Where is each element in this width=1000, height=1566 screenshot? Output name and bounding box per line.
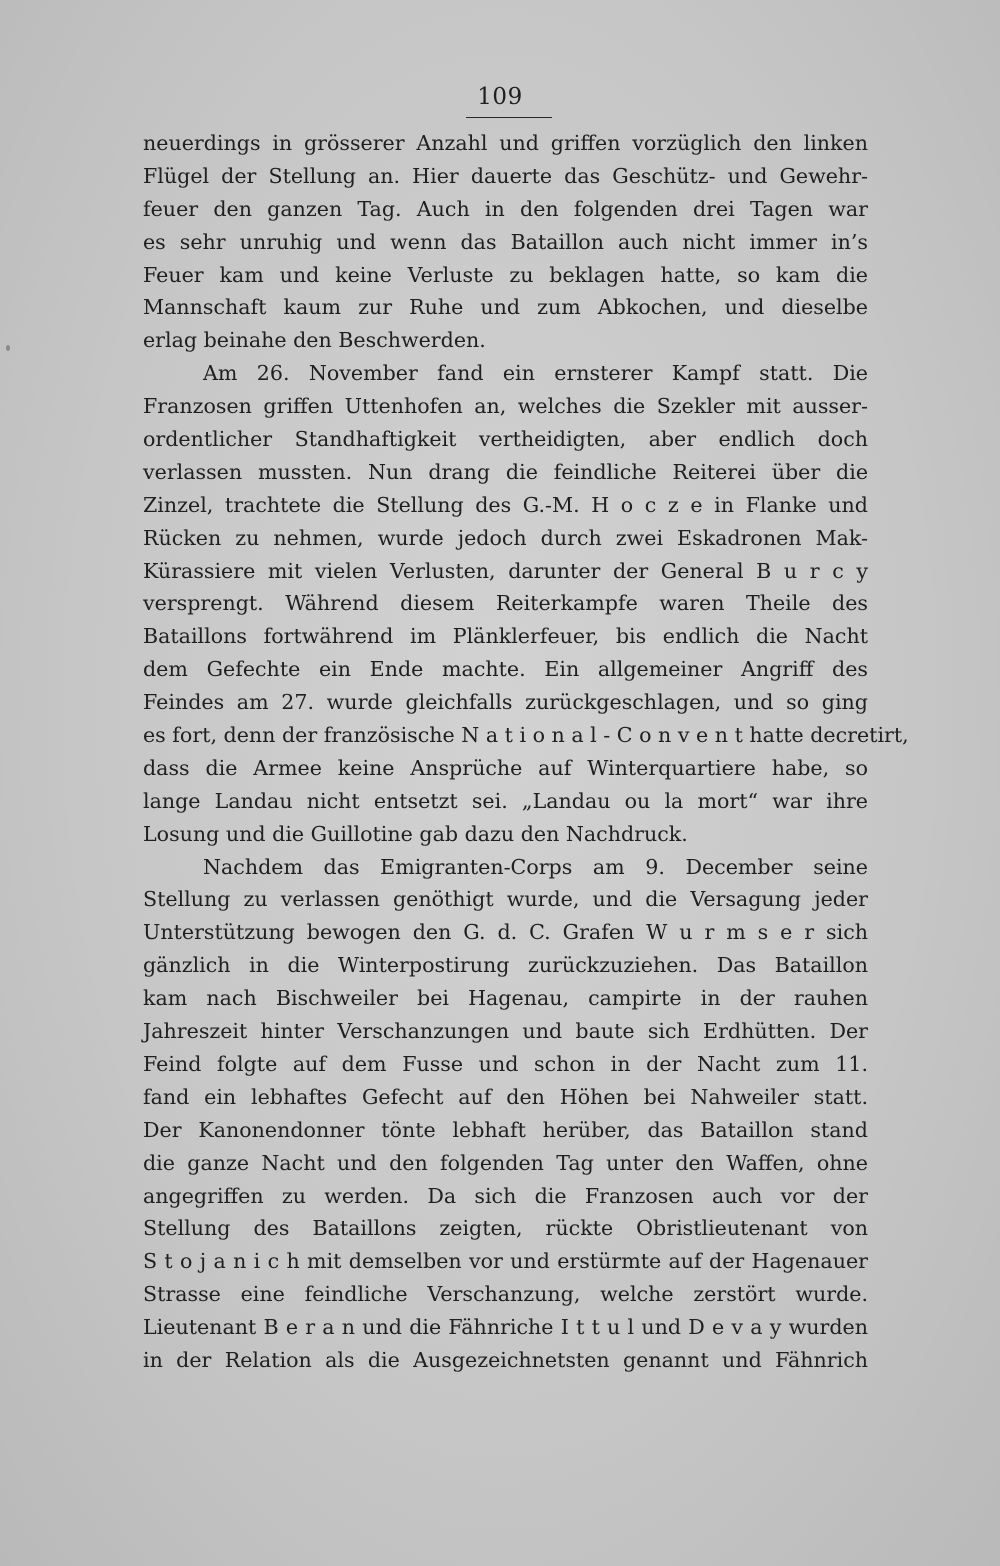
text-line: Lieutenant B e r a n und die Fähnriche I t t u l und D e v a y wurden (143, 1315, 868, 1340)
text-line: Strasse eine feindliche Verschanzung, welche zerstört wurde. (143, 1282, 868, 1307)
text-line: Feind folgte auf dem Fusse und schon in der Nacht zum 11. (143, 1051, 868, 1076)
text-line: Der Kanonendonner tönte lebhaft herüber, das Bataillon stand (143, 1117, 868, 1142)
text-line: verlassen mussten. Nun drang die feindliche Reiterei über die (143, 459, 868, 484)
text-line: neuerdings in grösserer Anzahl und griffen vorzüglich den linken (143, 131, 868, 155)
text-line: die ganze Nacht und den folgenden Tag unter den Waffen, ohne (143, 1150, 868, 1175)
text-line: Am 26. November fand ein ernsterer Kampf statt. Die (203, 361, 868, 386)
text-line: S t o j a n i c h mit demselben vor und erstürmte auf der Hagenauer (143, 1249, 868, 1274)
text-line: Zinzel, trachtete die Stellung des G.-M. H o c z e in Flanke und (143, 492, 868, 517)
text-line: Franzosen griffen Uttenhofen an, welches die Szekler mit ausser- (143, 394, 868, 419)
body-text (143, 127, 909, 1377)
text-line: angegriffen zu werden. Da sich die Franzosen auch vor der (143, 1183, 868, 1208)
text-line: es fort, denn der französische N a t i o n a l - C o n v e n t hatte decretirt, (143, 723, 909, 748)
text-line: es sehr unruhig und wenn das Bataillon auch nicht immer in’s (143, 229, 868, 254)
text-line: ordentlicher Standhaftigkeit vertheidigten, aber endlich doch (143, 427, 868, 452)
text-line: Unterstützung bewogen den G. d. C. Grafen W u r m s e r sich (143, 920, 868, 945)
text-line: lange Landau nicht entsetzt sei. „Landau ou la mort“ war ihre (143, 788, 868, 813)
text-line: Jahreszeit hinter Verschanzungen und baute sich Erdhütten. Der (143, 1019, 868, 1044)
text-line: Losung und die Guillotine gab dazu den Nachdruck. (143, 821, 688, 846)
text-line: feuer den ganzen Tag. Auch in den folgenden drei Tagen war (143, 196, 868, 221)
text-line: erlag beinahe den Beschwerden. (143, 328, 486, 353)
text-line: kam nach Bischweiler bei Hagenau, campirte in der rauhen (143, 986, 868, 1011)
text-line: gänzlich in die Winterpostirung zurückzuziehen. Das Bataillon (143, 953, 868, 978)
text-line: Bataillons fortwährend im Plänklerfeuer, bis endlich die Nacht (143, 624, 868, 649)
text-line: Feindes am 27. wurde gleichfalls zurückgeschlagen, und so ging (143, 690, 868, 715)
text-line: Nachdem das Emigranten-Corps am 9. December seine (203, 854, 868, 879)
text-line: in der Relation als die Ausgezeichnetsten genannt und Fähnrich (143, 1347, 868, 1372)
text-line: Rücken zu nehmen, wurde jedoch durch zwei Eskadronen Mak- (143, 525, 868, 550)
text-line: fand ein lebhaftes Gefecht auf den Höhen bei Nahweiler statt. (143, 1084, 868, 1109)
text-line: dass die Armee keine Ansprüche auf Winterquartiere habe, so (143, 755, 868, 780)
text-line: Stellung zu verlassen genöthigt wurde, und die Versagung jeder (143, 887, 868, 912)
text-line: dem Gefechte ein Ende machte. Ein allgemeiner Angriff des (143, 657, 868, 682)
text-line: versprengt. Während diesem Reiterkampfe waren Theile des (143, 591, 868, 616)
page-number-rule (466, 117, 552, 118)
text-line: Mannschaft kaum zur Ruhe und zum Abkochen, und dieselbe (143, 295, 868, 320)
text-line: Kürassiere mit vielen Verlusten, darunter der General B u r c y (143, 558, 868, 583)
text-line: Stellung des Bataillons zeigten, rückte Obristlieutenant von (143, 1216, 868, 1241)
text-line: Flügel der Stellung an. Hier dauerte das Geschütz- und Gewehr- (143, 163, 868, 188)
margin-speck (6, 345, 10, 351)
text-line: Feuer kam und keine Verluste zu beklagen hatte, so kam die (143, 262, 868, 287)
page-number: 109 (477, 84, 523, 110)
